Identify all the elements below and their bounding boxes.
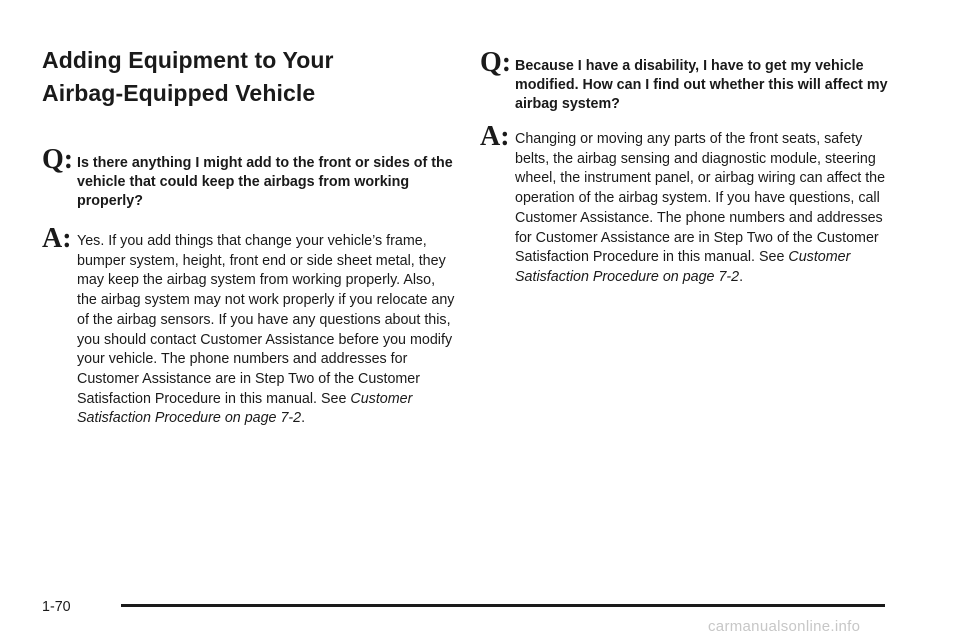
answer-marker: A: <box>42 223 72 254</box>
answer-body: Changing or moving any parts of the front seats, safety belts, the airbag sensing and diagnostic module, steering wheel, the instrument panel, or airbag wiring can affect the operation of the airbag system. If you have questions, call Customer Assistance. The phone numbers and addresses for Customer Assistance are in Step Two of the Customer Satisfaction Procedure in this manual. See <box>515 131 886 266</box>
question-text: Because I have a disability, I have to get my vehicle modified. How can I find out whether this will affect my airbag system? <box>515 58 888 112</box>
page-reference: Customer Satisfaction Procedure on page 7-2 <box>77 390 413 427</box>
question-block <box>42 144 457 211</box>
answer-block <box>42 223 457 429</box>
watermark: carmanualsonline.info <box>708 618 861 635</box>
question-block <box>480 47 900 114</box>
answer-text <box>515 124 900 288</box>
question-marker: Q: <box>42 144 74 175</box>
footer-rule <box>121 604 885 607</box>
page-reference: Customer Satisfaction Procedure on page 7-2 <box>515 249 851 285</box>
answer-end: . <box>301 410 306 427</box>
page-title-line2: Airbag-Equipped Vehicle <box>42 80 316 106</box>
page-title-line1: Adding Equipment to Your <box>42 47 334 73</box>
question-marker: Q: <box>480 47 512 78</box>
answer-end: . <box>739 268 744 285</box>
page-number: 1-70 <box>42 599 71 615</box>
left-column <box>42 44 457 429</box>
answer-block <box>480 121 900 288</box>
right-column <box>480 47 900 288</box>
answer-marker: A: <box>480 121 510 152</box>
answer-body: Yes. If you add things that change your vehicle’s frame, bumper system, height, front end or side sheet metal, they may keep the airbag system from working properly. Also, the airbag system may not work properly if you relocate any of the airbag sensors. If you have any questions about this, you should contact Customer Assistance before you modify your vehicle. The phone numbers and addresses for Customer Assistance are in Step Two of the Customer Satisfaction Procedure in this manual. See <box>77 233 455 407</box>
page-title <box>42 44 457 110</box>
answer-text <box>77 226 457 429</box>
question-text: Is there anything I might add to the front or sides of the vehicle that could keep the airbags from working properly? <box>77 155 453 209</box>
